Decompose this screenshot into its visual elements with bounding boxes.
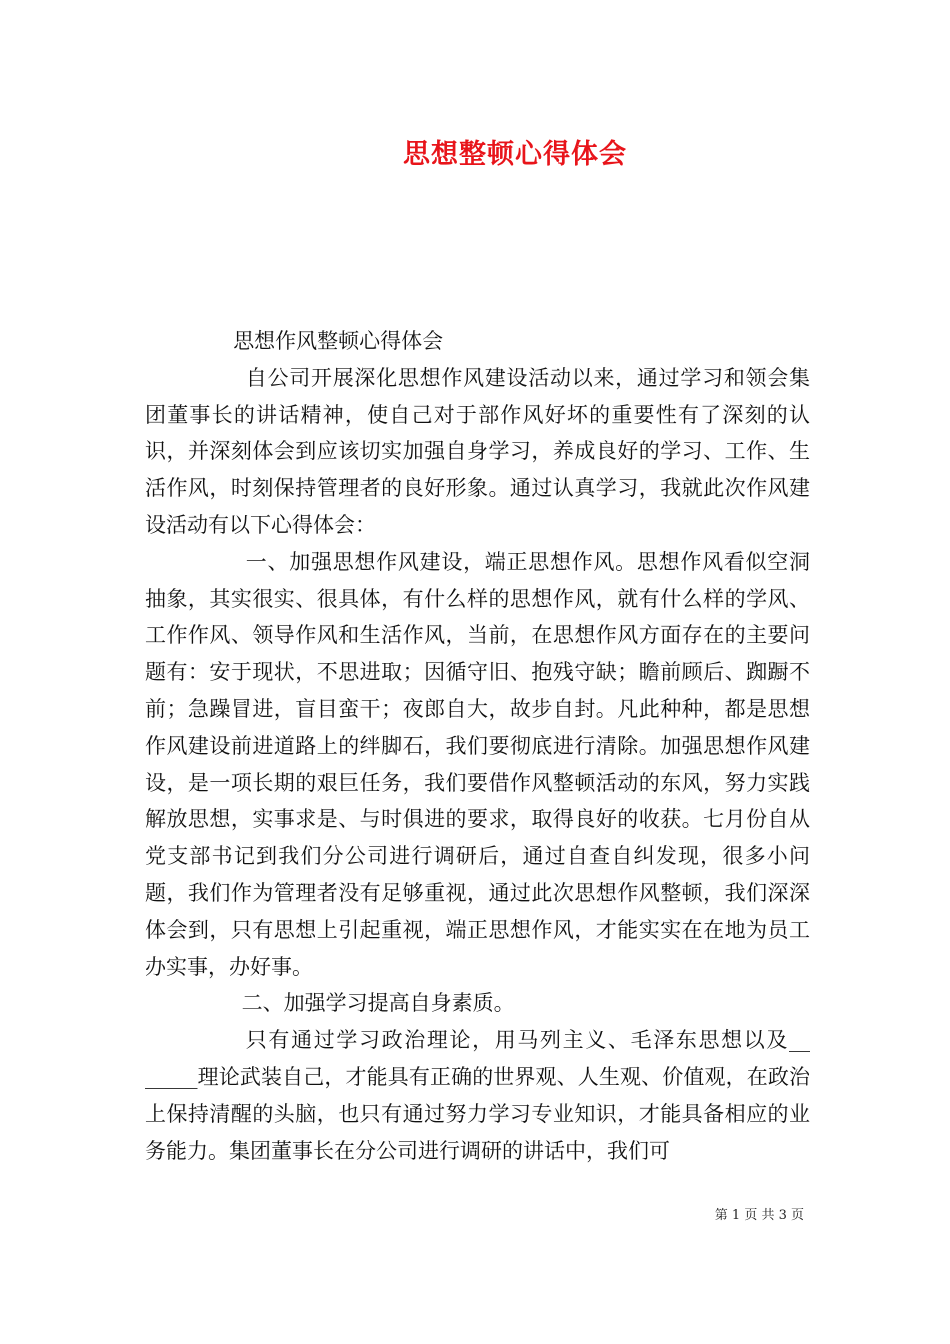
section-heading-two: 二、加强学习提高自身素质。: [241, 991, 515, 1016]
page-number-footer: 第 1 页 共 3 页: [714, 1208, 804, 1223]
paragraph-intro: 自公司开展深化思想作风建设活动以来，通过学习和领会集团董事长的讲话精神，使自己对于部作风好坏的重要性有了深刻的认识，并深刻体会到应该切实加强自身学习，养成良好的学习、工作、生活作风，时刻保持管理者的良好形象。通过认真学习，我就此次作风建设活动有以下心得体会：: [145, 365, 810, 537]
paragraph-section-one: 一、加强思想作风建设，端正思想作风。思想作风看似空洞抽象，其实很实、很具体，有什么样的思想作风，就有什么样的学风、工作作风、领导作风和生活作风，当前，在思想作风方面存在的主要问题有：安于现状，不思进取；因循守旧、抱残守缺；瞻前顾后、踟蹰不前；急躁冒进，盲目蛮干；夜郎自大，故步自封。凡此种种，都是思想作风建设前进道路上的绊脚石，我们要彻底进行清除。加强思想作风建设，是一项长期的艰巨任务，我们要借作风整顿活动的东风，努力实践解放思想，实事求是、与时俱进的要求，取得良好的收获。七月份自从党支部书记到我们分公司进行调研后，通过自查自纠发现，很多小问题，我们作为管理者没有足够重视，通过此次思想作风整顿，我们深深体会到，只有思想上引起重视，端正思想作风，才能实实在在地为员工办实事，办好事。: [145, 549, 810, 979]
document-title: 思想整顿心得体会: [403, 139, 627, 170]
document-body: [145, 323, 810, 1169]
document-subtitle: 思想作风整顿心得体会: [233, 329, 444, 353]
paragraph-section-two: 只有通过学习政治理论，用马列主义、毛泽东思想以及__ _____理论武装自己，才能具有正确的世界观、人生观、价值观，在政治上保持清醒的头脑，也只有通过努力学习专业知识，才能具备相应的业务能力。集团董事长在分公司进行调研的讲话中，我们可: [145, 1028, 810, 1163]
